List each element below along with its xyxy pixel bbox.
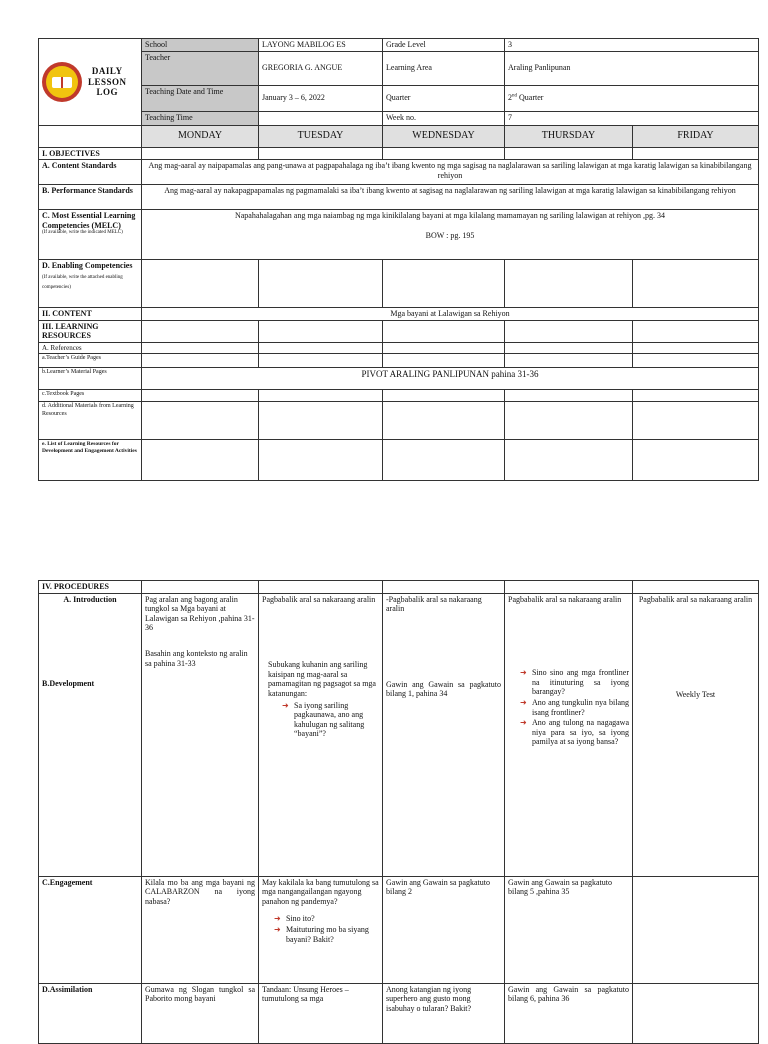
additional-materials-label: d. Additional Materials from Learning Resources	[39, 402, 142, 440]
list-item: ➜ Ano ang tulong na nagagawa niya para sa iyo, sa iyong pamilya at sa iyong bansa?	[520, 718, 629, 747]
wednesday-assimilation: Anong katangian ng iyong superhero ang gusto mong isabuhay o tularan? Bakit?	[383, 983, 505, 1043]
engagement-label: C.Engagement	[39, 876, 142, 983]
tuesday-engagement-list	[262, 914, 379, 944]
teaching-date-value: January 3 – 6, 2022	[259, 85, 383, 111]
teaching-time-value	[259, 111, 383, 125]
teacher-label: Teacher	[142, 51, 259, 85]
wednesday-engagement: Gawin ang Gawain sa pagkatuto bilang 2	[383, 876, 505, 983]
arrow-bullet-icon: ➜	[274, 914, 281, 924]
friday-intro-text: Pagbabalik aral sa nakaraang aralin	[638, 594, 753, 604]
list-item: ➜ Maituturing mo ba siyang bayani? Bakit?	[274, 924, 369, 944]
monday-dev-text: Basahin ang konteksto ng aralin sa pahina 31-33	[145, 648, 248, 668]
development-label: B.Development	[42, 679, 95, 689]
day-corner	[39, 125, 142, 147]
teacher-value: GREGORIA G. ANGUE	[259, 51, 383, 85]
arrow-bullet-icon: ➜	[274, 924, 281, 934]
thursday-intro-text: Pagbabalik aral sa nakaraang aralin	[508, 594, 622, 604]
thursday-engagement: Gawin ang Gawain sa pagkatuto bilang 5 ,pahina 35	[505, 876, 633, 983]
wednesday-intro-text: -Pagbabalik aral sa nakaraang aralin	[386, 594, 482, 614]
tuesday-dev-list	[262, 701, 379, 739]
assimilation-label: D.Assimilation	[39, 983, 142, 1043]
teachers-guide-label: a.Teacher’s Guide Pages	[39, 354, 142, 368]
thursday-dev-list	[508, 668, 629, 747]
quarter-label: Quarter	[383, 85, 505, 111]
content-standards-label: A. Content Standards	[39, 160, 142, 185]
enabling-note: (If available, write the attached enabling competencies)	[42, 274, 123, 290]
learning-area-value: Araling Panlipunan	[505, 51, 759, 85]
friday-intro-dev	[633, 593, 759, 876]
tuesday-engagement-cell	[259, 876, 383, 983]
enabling-label: D. Enabling Competencies	[42, 261, 133, 271]
wednesday-dev-text: Gawin ang Gawain sa pagkatuto bilang 1, pahina 34	[386, 679, 501, 699]
learning-resources-heading: III. LEARNING RESOURCES	[39, 320, 142, 342]
week-label: Week no.	[383, 111, 505, 125]
performance-standards-value: Ang mag-aaral ay nakapagpapamalas ng pagmamalaki sa iba’t ibang kwento at sagisag na naglalarawan ng sariling lalawigan at mga karatig lalawigan sa kinabibilangang rehiyon	[142, 185, 759, 210]
content-standards-value: Ang mag-aaral ay naipapamalas ang pang-unawa at pagpapahalaga ng iba’t ibang kwento ng mga sagisag na naglalarawan sa sariling lalawigan at mga karatig lalawigan sa kinabibilangang rehiyon	[142, 160, 759, 185]
performance-standards-label: B. Performance Standards	[39, 185, 142, 210]
monday-intro-dev	[142, 593, 259, 876]
friday-dev-text: Weekly Test	[675, 690, 716, 700]
day-friday: FRIDAY	[633, 125, 759, 147]
tuesday-dev-text: Subukang kuhanin ang sariling kaisipan ng mag-aaral sa pamamagitan ng pagsagot sa mga katanungan:	[268, 660, 376, 698]
enabling-label-cell	[39, 260, 142, 308]
school-label: School	[142, 39, 259, 52]
monday-assimilation: Gumawa ng Slogan tungkol sa Paborito mong bayani	[142, 983, 259, 1043]
list-resources-label: e. List of Learning Resources for Development and Engagement Activities	[39, 440, 142, 481]
melc-note: (If available, write the indicated MELC)	[42, 230, 123, 236]
thursday-assimilation: Gawin ang Gawain sa pagkatuto bilang 6, pahina 36	[505, 983, 633, 1043]
school-value: LAYONG MABILOG ES	[259, 39, 383, 52]
list-item: ➜ Sa iyong sariling pagkaunawa, ano ang kahulugan ng salitang “bayani”?	[282, 700, 365, 739]
day-tuesday: TUESDAY	[259, 125, 383, 147]
grade-value: 3	[505, 39, 759, 52]
list-item: ➜ Sino sino ang mga frontliner na itinuturing sa iyong barangay?	[520, 668, 629, 697]
dll-title: DAILY LESSON LOG	[88, 66, 127, 97]
dll-header-table	[38, 38, 759, 481]
thursday-intro-dev	[505, 593, 633, 876]
monday-intro-text: Pag aralan ang bagong aralin tungkol sa Mga bayani at Lalawigan sa Rehiyon ,pahina 31-36	[145, 594, 255, 633]
wednesday-intro-dev	[383, 593, 505, 876]
grade-label: Grade Level	[383, 39, 505, 52]
tuesday-assimilation: Tandaan: Unsung Heroes – tumutulong sa mga	[259, 983, 383, 1043]
content-value: Mga bayani at Lalawigan sa Rehiyon	[142, 308, 759, 321]
tuesday-intro-dev	[259, 593, 383, 876]
arrow-bullet-icon: ➜	[282, 700, 289, 710]
list-item: ➜ Sino ito?	[274, 914, 315, 924]
melc-bow: BOW : pg. 195	[425, 230, 475, 240]
objectives-heading: I. OBJECTIVES	[39, 147, 142, 160]
school-seal-logo-icon	[42, 62, 82, 102]
tuesday-engagement-text: May kakilala ka bang tumutulong sa mga nangangailangan ngayong panahon ng pandemya?	[262, 877, 379, 906]
arrow-bullet-icon: ➜	[520, 668, 527, 678]
teaching-date-label: Teaching Date and Time	[142, 85, 259, 111]
arrow-bullet-icon: ➜	[520, 697, 527, 707]
day-monday: MONDAY	[142, 125, 259, 147]
references-label: A. References	[39, 342, 142, 353]
textbook-label: c.Textbook Pages	[39, 390, 142, 402]
melc-value: Napahahalagahan ang mga naiambag ng mga kinikilalang bayani at mga kilalang mamamayan ng sariling lalawigan at rehiyon ,pg. 34	[234, 211, 666, 221]
day-thursday: THURSDAY	[505, 125, 633, 147]
content-label: II. CONTENT	[39, 308, 142, 321]
learners-material-label: b.Learner’s Material Pages	[39, 368, 142, 390]
week-value: 7	[505, 111, 759, 125]
melc-label: C. Most Essential Learning Competencies (MELC)	[42, 211, 136, 230]
friday-engagement	[633, 876, 759, 983]
teaching-time-label: Teaching Time	[142, 111, 259, 125]
learners-material-value: PIVOT ARALING PANLIPUNAN pahina 31-36	[142, 368, 759, 390]
tuesday-intro-text: Pagbabalik aral sa nakaraang aralin	[262, 594, 376, 604]
introduction-label: A. Introduction	[63, 594, 117, 604]
learning-area-label: Learning Area	[383, 51, 505, 85]
monday-engagement: Kilala mo ba ang mga bayani ng CALABARZON na iyong nabasa?	[142, 876, 259, 983]
procedures-heading: IV. PROCEDURES	[39, 581, 142, 594]
quarter-value: 2nd Quarter	[505, 85, 759, 111]
day-wednesday: WEDNESDAY	[383, 125, 505, 147]
melc-value-cell	[142, 210, 759, 260]
procedures-table	[38, 580, 759, 1044]
arrow-bullet-icon: ➜	[520, 718, 527, 728]
melc-label-cell	[39, 210, 142, 260]
friday-assimilation	[633, 983, 759, 1043]
logo-cell	[39, 39, 142, 126]
list-item: ➜ Ano ang tungkulin nya bilang isang frontliner?	[520, 697, 629, 717]
intro-dev-label-cell	[39, 593, 142, 876]
